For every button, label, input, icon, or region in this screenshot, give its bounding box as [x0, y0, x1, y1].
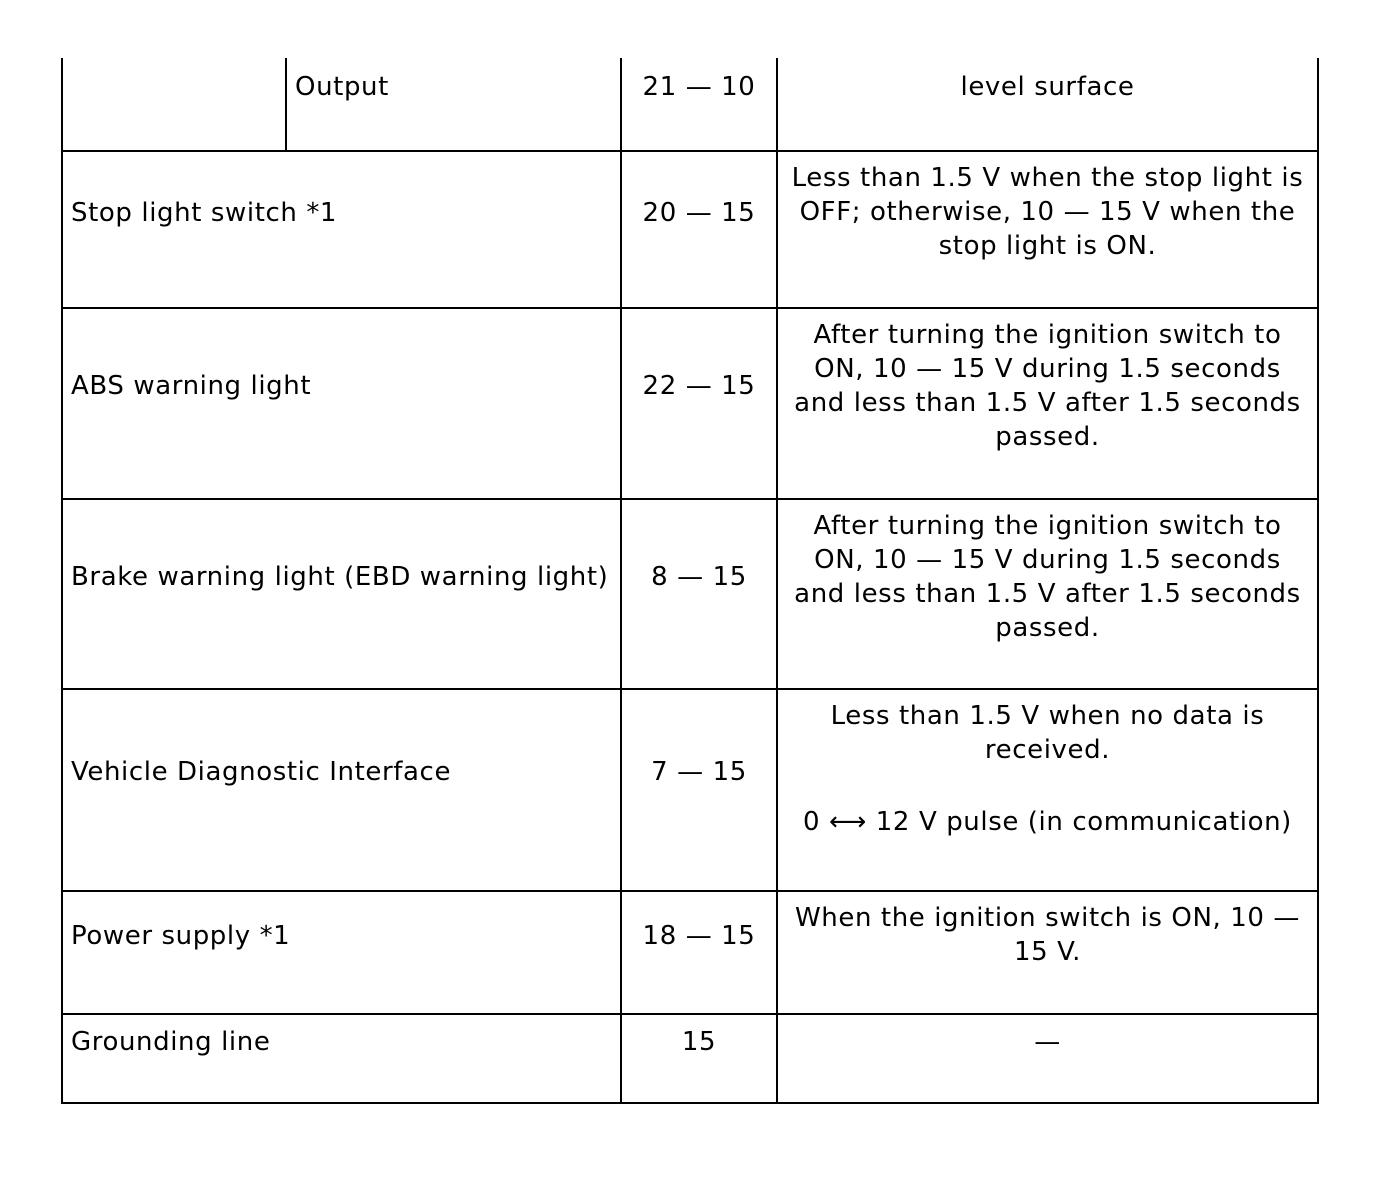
item-label: Brake warning light (EBD warning light) [71, 562, 609, 592]
terminal-voltage-table [61, 58, 1319, 1104]
table-row-grounding-line-condition [778, 1025, 1317, 1059]
terminal-label: 20 — 15 [642, 197, 756, 228]
table-row-vehicle-diagnostic-interface-condition [778, 699, 1317, 839]
table-row-vehicle-diagnostic-interface-terminal [622, 690, 776, 854]
terminal-label: 7 — 15 [651, 757, 747, 787]
table-row-brake-warning-light-item [63, 500, 620, 654]
row-divider [61, 1013, 1319, 1015]
terminal-label: 15 [681, 1027, 717, 1057]
table-row-stop-light-switch-item [63, 152, 620, 273]
table-row-abs-warning-light-item [63, 309, 620, 463]
terminal-label: 8 — 15 [651, 562, 747, 592]
table-border-bottom [61, 1102, 1319, 1104]
table-row-output-condition [778, 70, 1317, 104]
condition-text-pulse: 0 ⟷ 12 V pulse (in communication) [803, 807, 1292, 837]
condition-text: After turning the ignition switch to ON, 10 — 15 V during 1.5 seconds and less than 1.5 V after 1.5 seconds passed. [794, 320, 1301, 452]
table-row-abs-warning-light-condition [778, 318, 1317, 454]
item-label: ABS warning light [71, 371, 312, 401]
condition-text: After turning the ignition switch to ON, 10 — 15 V during 1.5 seconds and less than 1.5 V after 1.5 seconds passed. [794, 511, 1301, 643]
table-row-output-sub-item [287, 70, 620, 150]
table-row-power-supply-condition [778, 901, 1317, 969]
item-label: Stop light switch *1 [71, 197, 338, 228]
item-label: Vehicle Diagnostic Interface [71, 757, 452, 787]
table-row-output-terminal [622, 70, 776, 104]
condition-text: When the ignition switch is ON, 10 — 15 V. [794, 903, 1301, 967]
terminal-label: 21 — 10 [642, 72, 756, 102]
table-row-abs-warning-light-terminal [622, 309, 776, 463]
table-row-brake-warning-light-terminal [622, 500, 776, 654]
table-row-brake-warning-light-condition [778, 509, 1317, 645]
table-row-stop-light-switch-condition [778, 161, 1317, 263]
table-row-power-supply-terminal [622, 892, 776, 980]
table-row-vehicle-diagnostic-interface-item [63, 690, 620, 854]
condition-text: — [1034, 1027, 1061, 1057]
terminal-label: 18 — 15 [642, 921, 756, 951]
item-label: Grounding line [71, 1027, 271, 1057]
condition-text: level surface [960, 72, 1135, 102]
item-label: Power supply *1 [71, 921, 291, 951]
table-border-right [1317, 58, 1319, 1104]
table-row-stop-light-switch-terminal [622, 152, 776, 273]
condition-text: Less than 1.5 V when no data is received. [830, 701, 1265, 765]
sub-item-label: Output [295, 72, 389, 102]
table-row-grounding-line-item [63, 1025, 620, 1102]
table-row-grounding-line-terminal [622, 1025, 776, 1059]
table-row-power-supply-item [63, 892, 620, 980]
condition-text: Less than 1.5 V when the stop light is OFF; otherwise, 10 — 15 V when the stop light is ON. [791, 163, 1304, 261]
terminal-label: 22 — 15 [642, 371, 756, 401]
